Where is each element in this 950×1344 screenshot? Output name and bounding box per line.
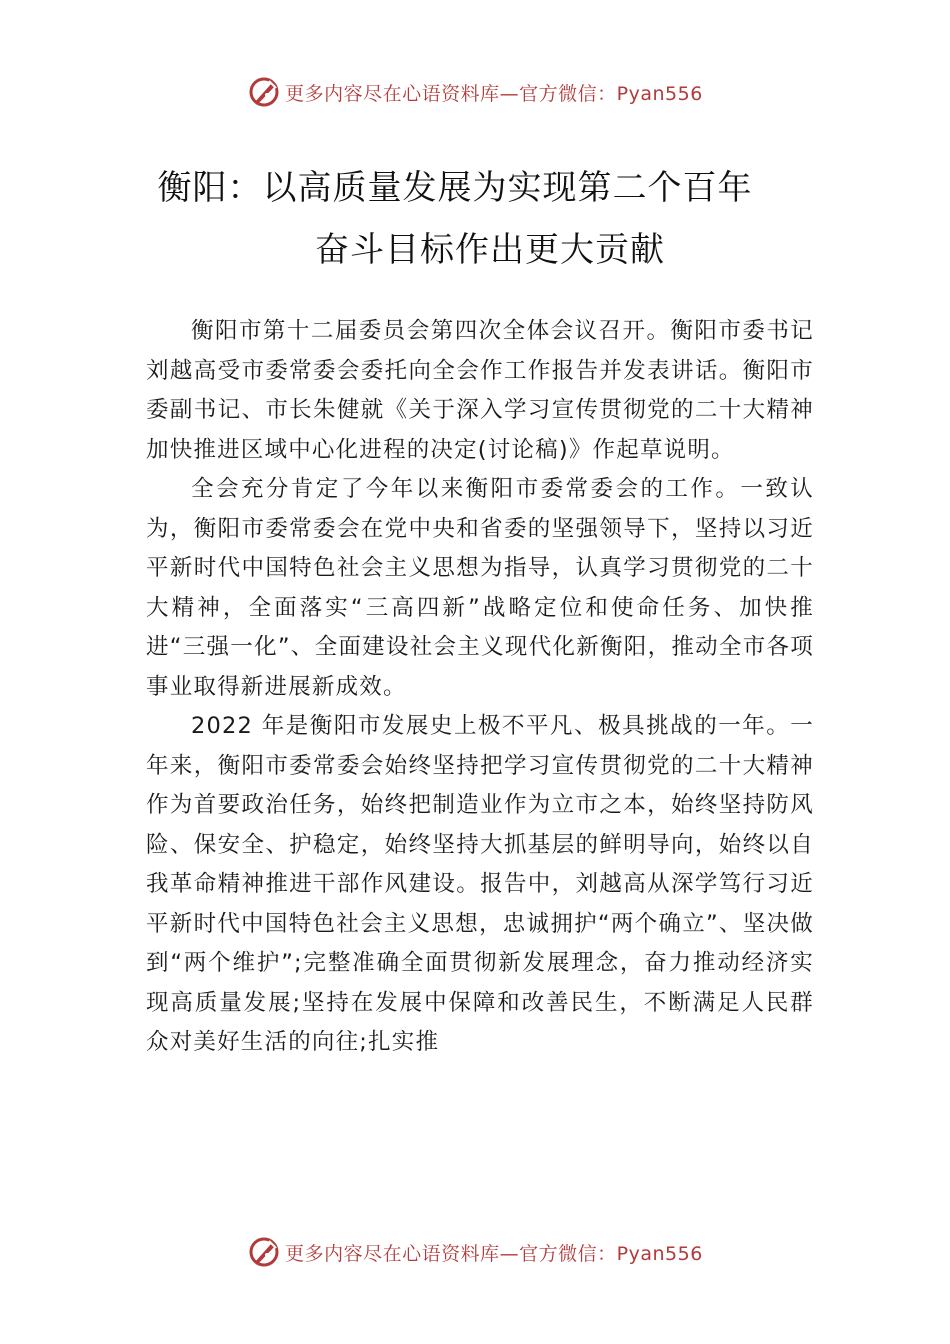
article-body bbox=[146, 312, 814, 1063]
paragraph: 衡阳市第十二届委员会第四次全体会议召开。衡阳市委书记刘越高受市委常委会委托向全会作工作报告并发表讲话。衡阳市委副书记、市长朱健就《关于深入学习宣传贯彻党的二十大精神 加快推进区域中心化进程的决定(讨论稿)》作起草说明。 bbox=[146, 318, 814, 463]
paragraph: 2022 年是衡阳市发展史上极不平凡、极具挑战的一年。一年来，衡阳市委常委会始终坚持把学习宣传贯彻党的二十大精神作为首要政治任务，始终把制造业作为立市之本，始终坚持防风险、保安全、护稳定，始终坚持大抓基层的鲜明导向，始终以自我革命精神推进干部作风建设。报告中，刘越高从深学笃行习近平新时代中国特色社会主义思想，忠诚拥护“两个确立”、坚决做到“两个维护”;完整准确全面贯彻新发展理念，奋力推动经济实现高质量发展;坚持在发展中保障和改善民生，不断满足人民群众对美好生活的向往;扎实推 bbox=[146, 713, 814, 1055]
pen-nib-circle-icon bbox=[247, 75, 281, 109]
watermark-text: 更多内容尽在心语资料库—官方微信：Pyan556 bbox=[285, 82, 703, 105]
document-title-line-2: 奋斗目标作出更大贡献 bbox=[315, 230, 665, 270]
document-title-line-1: 衡阳：以高质量发展为实现第二个百年 bbox=[157, 168, 753, 208]
paragraph: 全会充分肯定了今年以来衡阳市委常委会的工作。一致认为，衡阳市委常委会在党中央和省委的坚强领导下，坚持以习近平新时代中国特色社会主义思想为指导，认真学习贯彻党的二十大精神，全面落实“三高四新”战略定位和使命任务、加快推进“三强一化”、全面建设社会主义现代化新衡阳，推动全市各项事业取得新进展新成效。 bbox=[146, 476, 814, 700]
footer-watermark bbox=[0, 1232, 950, 1272]
pen-nib-circle-icon bbox=[247, 1235, 281, 1269]
header-watermark bbox=[0, 72, 950, 112]
watermark-text: 更多内容尽在心语资料库—官方微信：Pyan556 bbox=[285, 1242, 703, 1265]
